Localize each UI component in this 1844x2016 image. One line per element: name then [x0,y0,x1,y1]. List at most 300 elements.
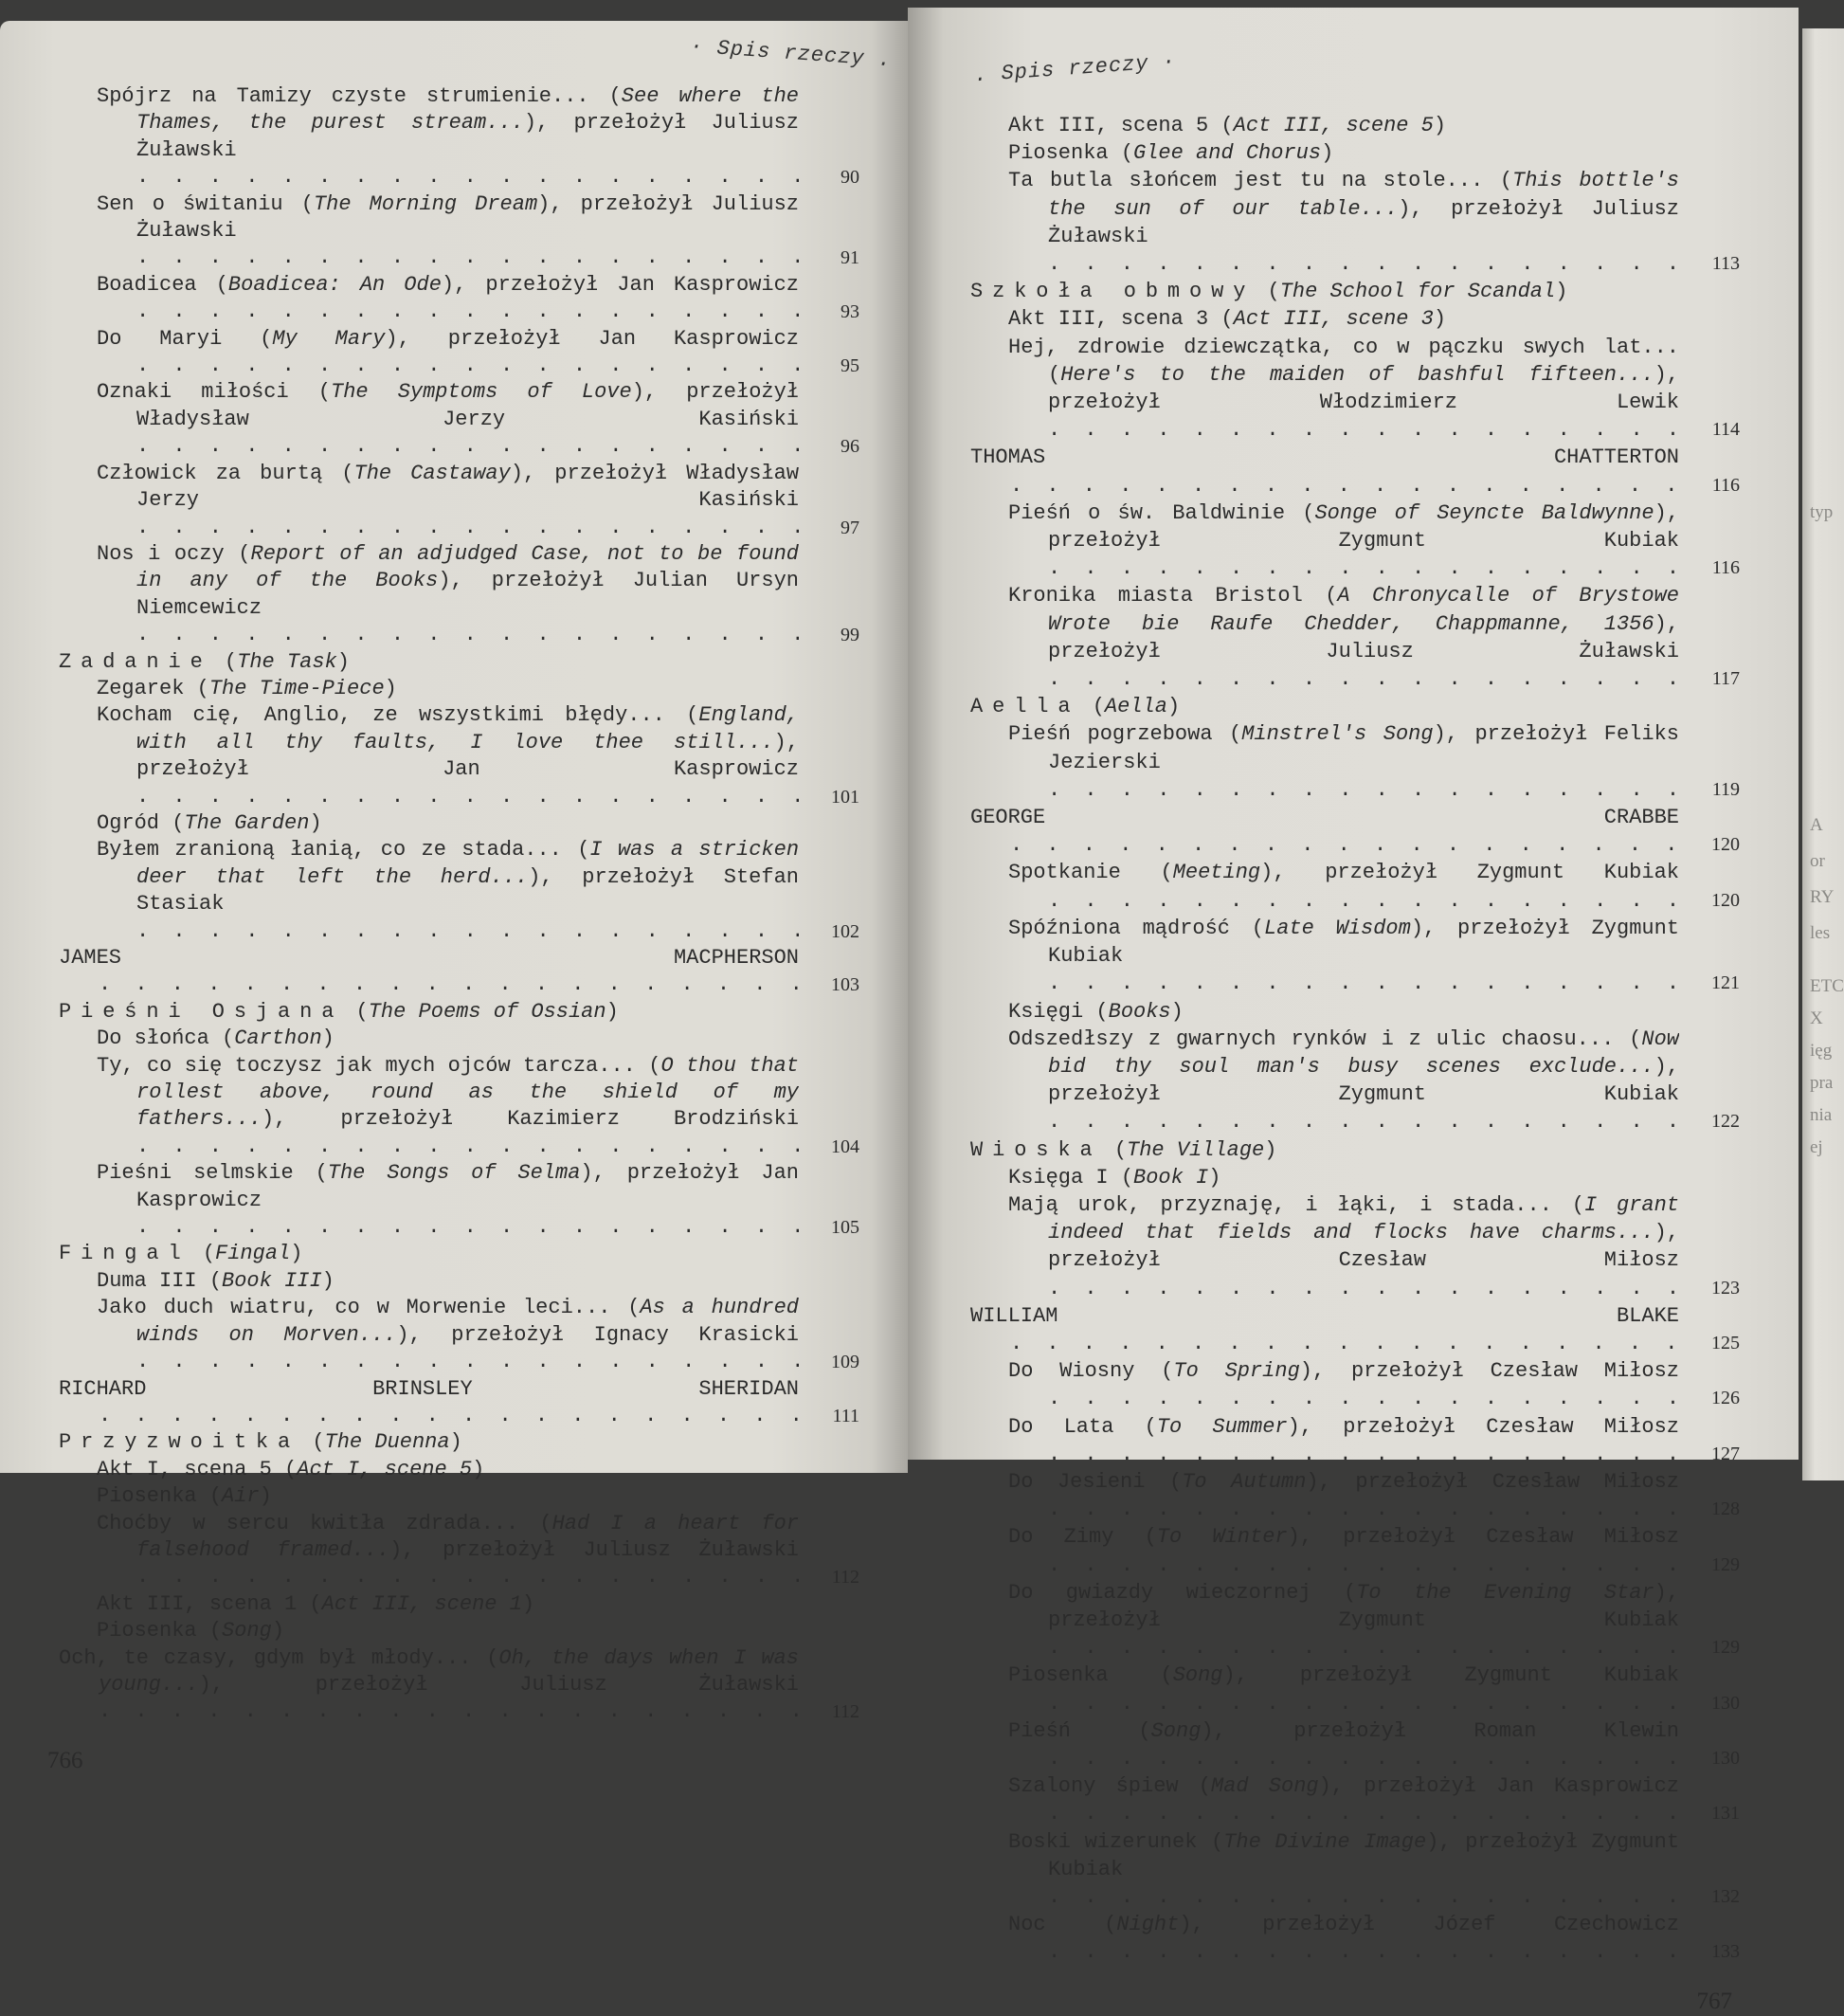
original-title: England, with all thy faults, I love thee still... [136,703,799,754]
page-fragment-text: A [1810,815,1823,835]
polish-title: Piosenka [1008,1663,1109,1688]
toc-entry [970,915,1740,998]
polish-title: Zegarek [97,676,185,700]
entry-text: Akt III, scena 3 (Act III, scene 3) [1008,307,1447,332]
page-reference: 128 [1711,1498,1740,1520]
entry-text: Pieśń o św. Baldwinie (Songe of Seyncte Baldwynne), przełożył Zygmunt Kubiak . . . [1008,499,1679,583]
polish-title: Spotkanie [1008,861,1121,885]
page-reference: 93 [841,301,859,323]
original-title: Boadicea: An Ode [227,272,442,297]
running-head: . Spis rzeczy · [973,49,1177,88]
toc-entry [970,1662,1740,1716]
entry-text: Boadicea (Boadicea: An Ode), przełożył Jan Kasprowicz . . . [97,272,799,326]
entry-text-block [59,1053,799,1161]
original-title: Song [1172,1663,1223,1688]
entry-text: Zadanie (The Task) [59,649,350,674]
polish-title: Odszedłszy z gwarnych rynków i z ulic chaosu... [1008,1026,1615,1051]
entry-text: Ta butla słońcem jest tu na stole... (This bottle's the sun of our table...), przełożył Juliusz Żuławski . . . [1008,167,1679,278]
polish-title: Akt III, scena 1 [97,1591,298,1616]
polish-title: Piosenka [97,1484,197,1509]
original-title: The Duenna [324,1430,450,1455]
toc-entry [59,1376,859,1430]
entry-text: Do Lata (To Summer), przełożył Czesław Miłosz . . . [1008,1413,1679,1468]
original-title: I grant indeed that fields and flocks have charms... [1048,1192,1679,1245]
right-page [908,8,1799,2014]
polish-title: Szalony śpiew [1008,1774,1179,1799]
entry-text: Wioska (The Village) [970,1137,1277,1162]
entry-text-block [59,810,799,837]
polish-title: Duma III [97,1268,197,1293]
polish-title: Akt I, scena 5 [97,1457,272,1481]
polish-title: Zadanie [59,649,212,674]
translator: , przełożył Zygmunt Kubiak [1235,1663,1679,1688]
entry-text [970,444,1679,499]
entry-text-block [59,649,799,676]
entry-text: Pieśń pogrzebowa (Minstrel's Song), przełożył Feliks Jezierski . . . [1008,720,1679,804]
original-title: Aella [1104,695,1167,719]
entry-text-block [970,1302,1679,1357]
page-reference: 112 [831,1701,859,1723]
page-reference: 131 [1711,1803,1740,1825]
entry-text-block [59,1483,799,1510]
entry-text-block [59,1295,799,1375]
toc-entry [970,582,1740,693]
page-reference: 104 [831,1135,859,1157]
polish-title: Pieśń o św. Baldwinie [1008,500,1286,525]
toc-entry [59,1053,859,1161]
entry-text-block [59,326,799,380]
toc-entry [59,326,859,380]
polish-title: Byłem zranioną łanią, co ze stada... [97,838,562,863]
entry-text-block [59,83,799,191]
entry-text: Hej, zdrowie dziewczątka, co w pączku swych lat... (Here's to the maiden of bashful fifteen...), przełożył Włodzimierz Lewik . . . [1008,334,1679,445]
entry-text-block [970,1357,1679,1412]
polish-title: Ta butla słońcem jest tu na stole... [1008,169,1484,193]
entry-list [970,112,1740,1967]
translator: , przełożył Zygmunt Kubiak [1273,861,1679,885]
page-reference: 116 [1711,557,1740,579]
polish-title: Boski wizerunek [1008,1829,1198,1854]
polish-title: Piosenka [1008,141,1109,166]
toc-entry [970,998,1740,1026]
entry-text: Aella (Aella) [970,695,1181,719]
page-reference: 127 [1711,1443,1740,1464]
polish-title: Jako duch wiatru, co w Morwenie leci... [97,1296,611,1320]
page-reference: 116 [1711,474,1740,496]
entry-text: Pieśni Osjana (The Poems of Ossian) [59,999,619,1024]
entry-text: Pieśń (Song), przełożył Roman Klewin . . . [1008,1717,1679,1772]
page-reference: 95 [841,355,859,377]
entry-text: Kocham cię, Anglio, ze wszystkimi błędy... (England, with all thy faults, I love thee still...), przełożył Jan Kasprowicz . . . [97,702,799,810]
entry-text: Księga I (Book I) [1008,1165,1221,1190]
entry-text-block [970,499,1679,583]
original-title: The Poems of Ossian [368,999,606,1024]
toc-entry [59,1645,859,1726]
polish-title: Do Wiosny [1008,1359,1135,1384]
original-title: Act III, scene 5 [1233,114,1434,137]
translator: , przełożył Zygmunt Kubiak [1048,1054,1679,1107]
translator: , przełożył Roman Klewin [1213,1718,1679,1743]
page-reference: 112 [831,1567,859,1589]
left-page [0,21,908,1773]
toc-entry [59,272,859,326]
entry-text-block [970,1413,1679,1468]
page-reference: 96 [841,436,859,458]
toc-entry [970,1357,1740,1412]
toc-entry [970,720,1740,804]
entry-text-block [970,859,1679,914]
translator: , przełożył Kazimierz Brodziński [274,1107,799,1132]
original-title: To Summer [1156,1414,1288,1439]
translator: , przełożył Jan Kasprowicz [136,730,799,782]
adjacent-page-edge [1802,28,1844,1480]
page-reference: 129 [1711,1553,1740,1575]
toc-entry [59,1457,859,1483]
original-title: Act III, scene 3 [1233,307,1434,332]
entry-text: Spóźniona mądrość (Late Wisdom), przełożył Zygmunt Kubiak . . . [1008,915,1679,998]
polish-title: Szkoła obmowy [970,280,1256,304]
page-number: 767 [1696,1988,1732,2014]
original-title: Minstrel's Song [1241,722,1434,747]
page-reference: 120 [1711,889,1740,911]
original-title: My Mary [272,326,386,351]
toc-entry [59,1429,859,1456]
page-reference: 130 [1711,1747,1740,1769]
entry-text: Człowick za burtą (The Castaway), przełożył Władysław Jerzy Kasiński . . . [97,461,799,541]
polish-title: Sen o świtaniu [97,191,283,216]
translator: , przełożył Zygmunt Kubiak [1048,1829,1679,1881]
toc-entry [59,1591,859,1618]
toc-entry [970,1302,1740,1357]
original-title: The Songs of Selma [327,1161,581,1186]
translator: , przełożył Juliusz Żuławski [402,1537,799,1562]
entry-text-block [59,541,799,649]
entry-text: Pieśni selmskie (The Songs of Selma), przełożył Jan Kasprowicz . . . [97,1160,799,1241]
toc-entry [970,1911,1740,1966]
toc-entry [59,649,859,676]
translator: , przełożył Jan Kasprowicz [1330,1774,1679,1799]
entry-text-block [970,720,1679,804]
toc-entry [59,461,859,541]
polish-title: Akt III, scena 3 [1008,307,1209,332]
polish-title: Ty, co się toczysz jak mych ojców tarcza... [97,1053,636,1078]
polish-title: Kronika miasta Bristol [1008,584,1303,608]
toc-entry [59,1026,859,1052]
entry-text: Ogród (The Garden) [97,810,322,835]
original-title: As a hundred winds on Morven... [136,1296,799,1347]
original-title: To Winter [1156,1525,1288,1550]
original-title: The Garden [184,810,310,835]
page-fragment-text: ięg [1810,1041,1833,1061]
original-title: The Village [1127,1137,1265,1162]
entry-text: Mają urok, przyznaję, i łąki, i stada... (I grant indeed that fields and flocks have charms...), przełożył Czesław Miłosz . . . [1008,1191,1679,1302]
entry-text: Boski wizerunek (The Divine Image), przełożył Zygmunt Kubiak . . . [1008,1828,1679,1912]
translator: , przełożył Władysław Jerzy Kasiński [136,461,799,513]
toc-entry [59,191,859,272]
polish-title: Boadicea [97,272,197,297]
toc-entry [970,305,1740,333]
entry-text: Fingal (Fingal) [59,1242,303,1266]
polish-title: Och, te czasy, gdym był młody... [59,1645,472,1670]
page-fragment-text: les [1810,923,1831,943]
entry-text: Do Zimy (To Winter), przełożył Czesław Miłosz . . . [1008,1523,1679,1578]
toc-entry [970,1579,1740,1662]
translator: , przełożył Jan Kasprowicz [136,1161,799,1212]
toc-entry [970,1828,1740,1912]
entry-text-block [970,804,1679,859]
entry-text-block [970,1662,1679,1716]
page-reference: 130 [1711,1692,1740,1714]
entry-text-block [59,999,799,1026]
original-title: This bottle's the sun of our table... [1048,169,1679,221]
translator: , przełożył Zygmunt Kubiak [1048,916,1679,969]
page-fragment-text: pra [1810,1073,1834,1093]
page-reference: 102 [831,920,859,942]
entry-text-block [59,837,799,945]
entry-text-block [970,582,1679,693]
entry-text: Do gwiazdy wieczornej (To the Evening Star), przełożył Zygmunt Kubiak . . . [1008,1579,1679,1662]
page-reference: 97 [841,517,859,538]
entry-text-block [970,693,1679,720]
entry-text-block [59,1026,799,1052]
toc-entry [59,83,859,191]
entry-text-block [970,915,1679,998]
polish-title: WILLIAM BLAKE [970,1303,1679,1328]
entry-text: Jako duch wiatru, co w Morwenie leci... (As a hundred winds on Morven...), przełożył Ignacy Krasicki . . . [97,1295,799,1375]
polish-title: Do Jesieni [1008,1469,1146,1494]
entry-text: Piosenka (Song) [97,1619,285,1644]
toc-entry [970,112,1740,139]
toc-entry [970,167,1740,278]
entry-text: Oznaki miłości (The Symptoms of Love), przełożył Władysław Jerzy Kasiński . . . [97,379,799,460]
table-of-contents-right [970,112,1740,2016]
entry-text: Do Jesieni (To Autumn), przełożył Czesław Miłosz . . . [1008,1468,1679,1523]
original-title: To Spring [1173,1359,1300,1384]
toc-entry [59,676,859,702]
page-fragment-text: or [1810,851,1825,871]
page-fragment-text: ej [1810,1137,1823,1157]
page-reference: 120 [1711,834,1740,856]
original-title: Mad Song [1211,1774,1319,1799]
translator: , przełożył Ignacy Krasicki [408,1322,799,1347]
entry-text: Do Maryi (My Mary), przełożył Jan Kasprowicz . . . [97,326,799,380]
translator: , przełożył Władysław Jerzy Kasiński [136,380,799,431]
toc-entry [59,999,859,1026]
toc-entry [59,1618,859,1644]
page-reference: 101 [831,786,859,808]
entry-text [59,1376,799,1430]
original-title: Carthon [234,1026,322,1051]
toc-entry [970,1136,1740,1164]
toc-entry [59,702,859,810]
original-title: The Symptoms of Love [331,380,632,405]
original-title: Late Wisdom [1264,916,1411,940]
entry-text [970,804,1679,859]
page-reference: 122 [1711,1111,1740,1133]
page-reference: 123 [1711,1277,1740,1299]
entry-text: Byłem zranioną łanią, co ze stada... (I was a stricken deer that left the herd...), przełożył Stefan Stasiak . . . [97,837,799,945]
translator: , przełożył Czesław Miłosz [1318,1469,1679,1494]
entry-text: Akt III, scena 5 (Act III, scene 5) [1008,114,1447,137]
translator: , przełożył Feliks Jezierski [1048,722,1679,774]
toc-entry [970,499,1740,583]
toc-entry [970,1468,1740,1523]
page-reference: 103 [831,974,859,996]
toc-entry [59,1295,859,1375]
translator: , przełożył Zygmunt Kubiak [1048,1580,1679,1632]
polish-title: Mają urok, przyznaję, i łąki, i stada... [1008,1192,1552,1217]
entry-text-block [59,1160,799,1241]
translator: , przełożył Juliusz Żuławski [136,111,799,162]
toc-entry [970,1026,1740,1136]
original-title: Song [222,1619,272,1644]
polish-title: Akt III, scena 5 [1008,114,1209,137]
translator: , przełożył Juliusz Żuławski [1048,611,1679,663]
toc-entry [970,139,1740,167]
original-title: Report of an adjudged Case, not to be found in any of the Books [136,541,799,593]
toc-entry [970,1191,1740,1302]
entry-text-block [59,1591,799,1618]
entry-text: Piosenka (Glee and Chorus) [1008,141,1334,166]
entry-text-block [59,1376,799,1430]
toc-entry [970,334,1740,445]
page-reference: 129 [1711,1637,1740,1659]
translator: , przełożył Juliusz Żuławski [136,191,799,244]
entry-text-block [970,1164,1679,1191]
entry-text: Piosenka (Song), przełożył Zygmunt Kubiak . . . [1008,1662,1679,1716]
polish-title: Pieśni selmskie [97,1161,294,1186]
entry-text-block [970,1026,1679,1136]
polish-title: Spójrz na Tamizy czyste strumienie... [97,84,589,108]
toc-entry [970,1413,1740,1468]
original-title: The Castaway [353,461,511,485]
entry-text-block [970,1136,1679,1164]
polish-title: Księga I [1008,1165,1109,1190]
entry-text: Przyzwoitka (The Duenna) [59,1430,462,1455]
translator: , przełożył Czesław Miłosz [1299,1525,1679,1550]
polish-title: Spóźniona mądrość [1008,916,1231,940]
original-title: I was a stricken deer that left the herd... [136,838,799,889]
polish-title: Pieśni Osjana [59,999,344,1024]
original-title: To the Evening Star [1356,1580,1654,1605]
polish-title: Do Lata [1008,1414,1114,1439]
original-title: Night [1116,1913,1180,1937]
polish-title: Noc [1008,1913,1046,1937]
original-title: Fingal [215,1242,291,1266]
page-reference: 99 [841,625,859,646]
entry-text: Spotkanie (Meeting), przełożył Zygmunt Kubiak . . . [1008,859,1679,914]
translator: , przełożył Włodzimierz Lewik [1048,362,1679,415]
entry-text-block [970,334,1679,445]
entry-text: Sen o świtaniu (The Morning Dream), przełożył Juliusz Żuławski . . . [97,191,799,272]
entry-text: Akt III, scena 1 (Act III, scene 1) [97,1591,535,1616]
toc-entry [970,859,1740,914]
polish-title: Hej, zdrowie dziewczątka, co w pączku swych lat... [1008,335,1679,359]
polish-title: Księgi [1008,999,1084,1024]
polish-title: Do gwiazdy wieczornej [1008,1580,1311,1605]
entry-text-block [970,167,1679,278]
translator: , przełożył Jan Kasprowicz [397,326,799,351]
entry-text: Zegarek (The Time-Piece) [97,676,397,700]
translator: , przełożył Julian Ursyn Niemcewicz [136,569,799,620]
entry-text [59,945,799,999]
page-reference: 91 [841,247,859,269]
original-title: See where the Thames, the purest stream... [136,84,799,136]
original-title: Books [1108,999,1171,1024]
polish-title: GEORGE CRABBE [970,806,1679,830]
entry-text-block [59,272,799,326]
translator: , przełożył Juliusz Żuławski [1048,196,1679,248]
page-reference: 111 [832,1405,859,1426]
entry-text-block [970,1828,1679,1912]
original-title: Here's to the maiden of bashful fifteen... [1060,362,1654,387]
entry-text-block [59,461,799,541]
original-title: Act I, scene 5 [297,1457,473,1481]
entry-text: Kronika miasta Bristol (A Chronycalle of Brystowe Wrote bie Raufe Chedder, Chappmanne, 1356), przełożył Juliusz Żuławski . . . [1008,582,1679,693]
entry-text: Nos i oczy (Report of an adjudged Case, not to be found in any of the Books), przełożył Julian Ursyn Niemcewicz . . . [97,541,799,649]
original-title: Air [222,1484,260,1509]
original-title: Act III, scene 1 [321,1591,522,1616]
translator: , przełożył Czesław Miłosz [1048,1221,1679,1273]
entry-text-block [59,1511,799,1591]
polish-title: Wioska [970,1137,1102,1162]
table-of-contents-left [47,83,859,1775]
entry-text-block [59,379,799,460]
entry-text: Szkoła obmowy (The School for Scandal) [970,280,1568,304]
entry-text: Do Wiosny (To Spring), przełożył Czesław Miłosz . . . [1008,1357,1679,1412]
polish-title: Przyzwoitka [59,1430,300,1455]
entry-text: Noc (Night), przełożył Józef Czechowicz . . . [1008,1911,1679,1966]
polish-title: Do Zimy [1008,1525,1114,1550]
original-title: To Autumn [1182,1469,1307,1494]
original-title: Oh, the days when I was young... [99,1645,799,1697]
toc-entry [59,810,859,837]
polish-title: Pieśń pogrzebowa [1008,722,1213,747]
entry-text-block [970,139,1679,167]
entry-text-block [59,1618,799,1644]
entry-text-block [59,676,799,702]
polish-title: THOMAS CHATTERTON [970,445,1679,470]
entry-text: Och, te czasy, gdym był młody... (Oh, the days when I was young...), przełożył Juliusz Żuławski . . . [59,1645,799,1726]
entry-list [59,83,859,1726]
entry-text-block [970,444,1679,499]
entry-text-block [970,1911,1679,1966]
entry-text-block [970,1468,1679,1523]
original-title: Glee and Chorus [1133,141,1322,166]
entry-text-block [59,702,799,810]
page-number: 766 [47,1747,83,1773]
polish-title: Piosenka [97,1619,197,1644]
original-title: Song [1150,1718,1202,1743]
page-fragment-text: typ [1810,502,1834,522]
page-reference: 119 [1711,778,1740,800]
toc-entry [970,1523,1740,1578]
page-fragment-text: RY [1810,887,1835,907]
polish-title: Do słońca [97,1026,209,1051]
polish-title: Fingal [59,1242,190,1266]
toc-entry [59,1483,859,1510]
original-title: The Time-Piece [208,676,385,700]
toc-entry [59,541,859,649]
original-title: Songe of Seyncte Baldwynne [1314,500,1654,525]
page-reference: 125 [1711,1332,1740,1353]
entry-text-block [970,1523,1679,1578]
toc-entry [970,444,1740,499]
toc-entry [970,804,1740,859]
entry-text-block [970,1717,1679,1772]
polish-title: Kocham cię, Anglio, ze wszystkimi błędy... [97,703,665,728]
toc-entry [970,1164,1740,1191]
